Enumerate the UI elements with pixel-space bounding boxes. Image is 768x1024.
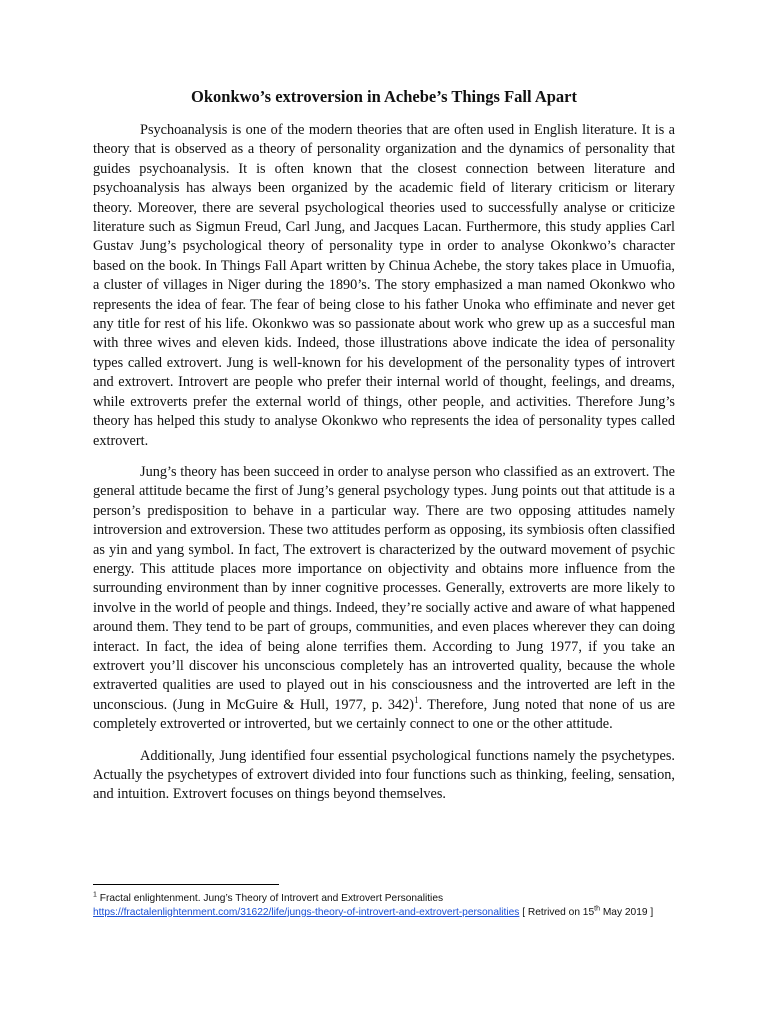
paragraph-3: Additionally, Jung identified four essential psychological functions namely the psychetypes. Actually the psychetypes of extrovert divided into four functions such as thinking, feeling, sensation, and intuition. Extrovert focuses on things beyond themselves.: [93, 747, 675, 803]
paragraph-2-text: Jung’s theory has been succeed in order to analyse person who classified as an extrovert. The general attitude became the first of Jung’s general psychology types. Jung points out that attitude is a person’s predisposition to behave in a particular way. There are two opposing attitudes namely introversion and extroversion. These two attitudes perform as opposing, its symbiosis often classified as yin and yang symbol. In fact, The extrovert is characterized by the outward movement of psychic energy. This attitude places more importance on objectivity and obtains more influence from the surrounding environment than by inner cognitive processes. Generally, extroverts are more likely to involve in the world of people and things. Indeed, they’re socially active and aware of what happened around them. They tend to be part of groups, communities, and even places wherever they can doing interact. In fact, the idea of being alone terrifies them. According to Jung 1977, if you take an extrovert you’ll discover his unconscious completely has an introverted quality, because the whole extraverted qualities are used to played out in his consciousness and the introverted are left in the unconscious. (Jung in McGuire & Hull, 1977, p. 342): [93, 463, 675, 713]
footnote-retrieved-ordinal: th: [594, 905, 600, 913]
paragraph-1: Psychoanalysis is one of the modern theories that are often used in English literature. It is a theory that is observed as a theory of personality organization and the dynamics of personality that guides psychoanalysis. It is often known that the closest connection between literature and psychoanalysis has always been organized by the academic field of literary criticism or literary theory. Moreover, there are several psychological theories used to successfully analyse or criticize literature such as Sigmun Freud, Carl Jung, and Jacques Lacan. Furthermore, this study applies Carl Gustav Jung’s psychological theory of personality type in order to analyse Okonkwo’s character based on the book. In Things Fall Apart written by Chinua Achebe, the story takes place in Umuofia, a cluster of villages in Niger during the 1890’s. The story emphasized a man named Okonkwo who represents the idea of fear. The fear of being close to his father Unoka who effiminate and never get any title for rest of his life. Okonkwo was so passionate about work who grew up as a succesful man with three wives and eleven kids. Indeed, those illustrations above indicate the idea of personality types called extrovert. Jung is well-known for his development of the personality types of introvert and extrovert. Introvert are people who prefer their internal world of thought, feelings, and dreams, while extroverts prefer the external world of things, other people, and activities. Therefore Jung’s theory has helped this study to analyse Okonkwo who represents the idea of personality types called extrovert.: [93, 122, 675, 449]
footnote-retrieved-date: May 2019 ]: [599, 906, 654, 918]
document-title: Okonkwo’s extroversion in Achebe’s Things Fall Apart: [191, 87, 577, 106]
footnote-reference[interactable]: 1: [414, 695, 419, 706]
footnote-separator: [93, 884, 279, 885]
paragraph-2: [93, 463, 675, 735]
paragraph-2-text-continued: . Therefore, Jung noted that none of us are completely extroverted or introverted, but we certainly connect to one or the other attitude.: [93, 696, 675, 733]
footnote-number: 1: [93, 891, 97, 899]
footnote-text: Fractal enlightenment. Jung’s Theory of Introvert and Extrovert Personalities: [96, 893, 444, 904]
footnote-retrieved: [ Retrived on 15: [519, 906, 595, 918]
footnote: [93, 892, 683, 920]
footnote-link[interactable]: https://fractalenlightenment.com/31622/life/jungs-theory-of-introvert-and-extrovert-personalities: [93, 906, 520, 918]
document-body: [93, 121, 675, 805]
